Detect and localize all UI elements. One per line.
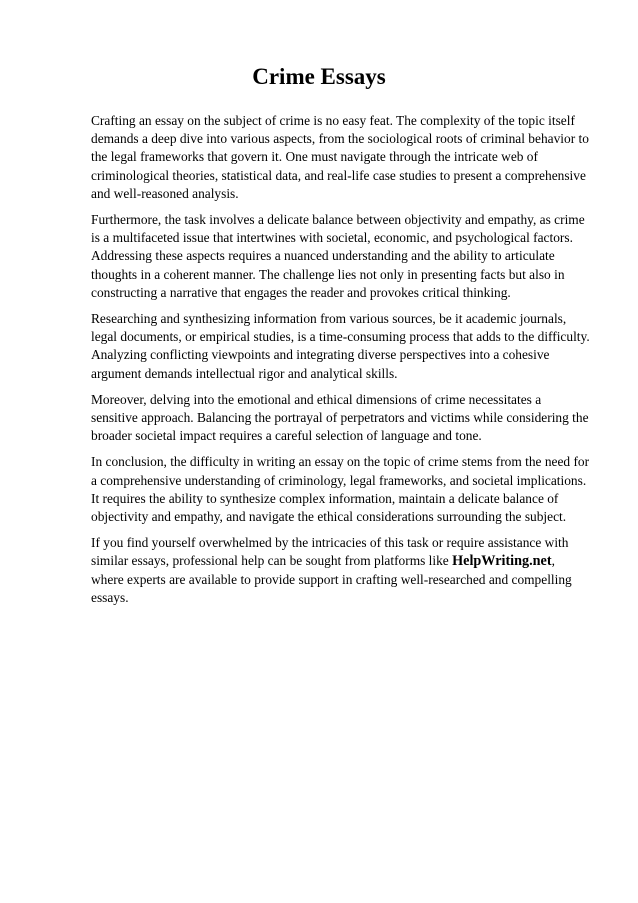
paragraph-balance: Furthermore, the task involves a delicate balance between objectivity and empathy, as crime is a multifaceted issue that intertwines with societal, economic, and psychological factors. Addressing these aspects requires a nuanced understanding and the ability to articulate thoughts in a coherent manner. The challenge lies not only in presenting facts but also in constructing a narrative that engages the reader and provokes critical thinking. bbox=[91, 212, 585, 300]
page-title: Crime Essays bbox=[252, 64, 386, 89]
paragraph-conclusion: In conclusion, the difficulty in writing an essay on the topic of crime stems from the need for a comprehensive understanding of criminology, legal frameworks, and societal implications. It requires the ability to synthesize complex information, maintain a delicate balance of objectivity and empathy, and navigate the ethical considerations surrounding the subject. bbox=[91, 454, 590, 525]
paragraph-intro: Crafting an essay on the subject of crime is no easy feat. The complexity of the topic itself demands a deep dive into various aspects, from the sociological roots of criminal behavior to the legal frameworks that govern it. One must navigate through the intricate web of criminological theories, statistical data, and real-life case studies to present a comprehensive and well-reasoned analysis. bbox=[91, 113, 589, 201]
closing-text-after: , where experts are available to provide support in crafting well-researched and compelling essays. bbox=[91, 553, 572, 605]
paragraph-ethics: Moreover, delving into the emotional and ethical dimensions of crime necessitates a sensitive approach. Balancing the portrayal of perpetrators and victims while considering the broader societal impact requires a careful selection of language and tone. bbox=[91, 391, 589, 444]
paragraph-research: Researching and synthesizing information from various sources, be it academic journals, legal documents, or empirical studies, is a time-consuming process that adds to the difficulty. Analyzing conflicting viewpoints and integrating diverse perspectives into a cohesive argument demands intellectual rigor and analytical skills. bbox=[91, 311, 590, 381]
helpwriting-link[interactable]: HelpWriting.net bbox=[452, 553, 552, 570]
paragraph-closing bbox=[91, 534, 590, 607]
closing-text-before: If you find yourself overwhelmed by the intricacies of this task or require assistance with similar essays, professional help can be sought from platforms like bbox=[91, 535, 569, 569]
